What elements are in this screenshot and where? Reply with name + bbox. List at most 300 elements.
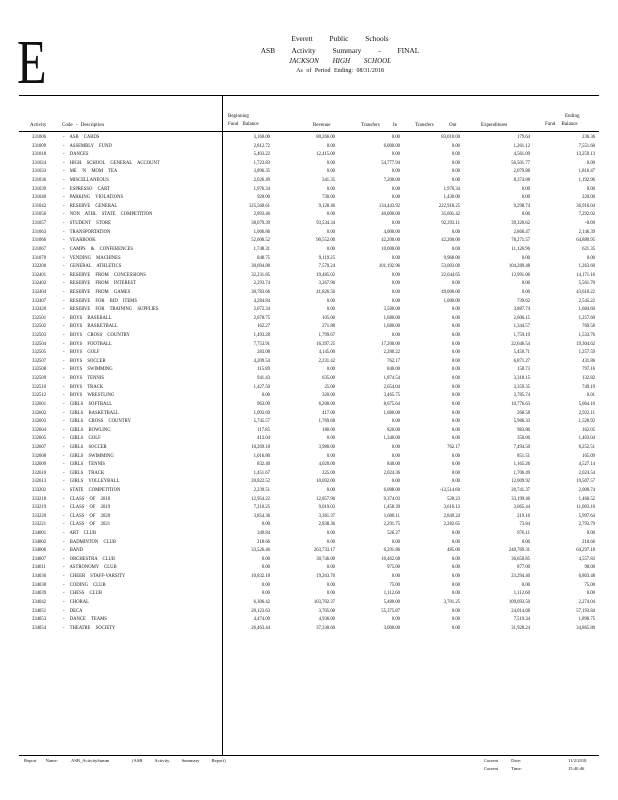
revenue: 3,267.96	[318, 281, 335, 287]
top-rule	[19, 95, 599, 96]
ending-balance: 2,146.39	[578, 229, 595, 235]
ending-balance: 1,257.59	[578, 350, 595, 356]
table-row	[0, 616, 618, 625]
expenditures: 0.00	[521, 582, 530, 588]
activity-description: - BADMINTON CLUB	[63, 539, 116, 545]
activity-description: - YEARBOOK	[63, 238, 96, 244]
activity-description: - TRANSPORTATION	[63, 229, 111, 235]
table-row	[0, 453, 618, 462]
revenue: 1,799.67	[318, 333, 335, 339]
transfers-in: 975.00	[387, 565, 400, 571]
ending-balance: 1,257.60	[578, 315, 595, 321]
expenditures: 3,785.74	[513, 393, 530, 399]
revenue: 80,266.00	[316, 135, 335, 140]
revenue: 225.00	[322, 470, 335, 476]
activity-code: 331024	[32, 160, 47, 166]
beginning-balance: 3,854.36	[253, 513, 270, 519]
transfers-out: 0.00	[451, 384, 460, 390]
col-activity: Activity	[30, 123, 47, 128]
revenue: 9,119.25	[318, 255, 335, 261]
revenue: 417.00	[322, 410, 335, 416]
beginning-balance: 3,896.35	[253, 169, 270, 175]
table-row	[0, 461, 618, 470]
expenditures: 0.00	[521, 281, 530, 287]
activity-description: - CLASS OF 2018	[63, 496, 111, 502]
beginning-balance: 10,269.18	[251, 444, 270, 450]
expenditures: 851.51	[517, 453, 530, 459]
activity-description: - ME 'N MOM TEA	[63, 169, 118, 175]
expenditures: 0.00	[521, 186, 530, 192]
ending-balance: 165.09	[582, 453, 595, 459]
transfers-out: 92,293.11	[441, 221, 460, 227]
expenditures: 1,261.12	[513, 143, 530, 149]
activity-code: 334001	[32, 531, 47, 537]
activity-code: 334042	[32, 599, 47, 605]
table-row	[0, 418, 618, 427]
revenue: 0.00	[326, 582, 335, 588]
ending-balance: 162.05	[582, 427, 595, 433]
transfers-out: 0.00	[451, 143, 460, 149]
ending-balance: 1,816.47	[578, 169, 595, 175]
table-row	[0, 272, 618, 281]
revenue: 19,485.02	[316, 272, 335, 278]
activity-description: - RESERVE FOR BID ITEMS	[63, 298, 137, 304]
activity-description: - DANCE TEAMS	[63, 617, 107, 623]
activity-code: 332603	[32, 419, 47, 425]
transfers-in: 1,458.39	[383, 505, 400, 511]
beginning-balance: 283.08	[257, 350, 270, 356]
activity-description: - CLASS OF 2019	[63, 505, 111, 511]
activity-description: - GIRLS BOWLING	[63, 427, 111, 433]
transfers-out: 22,644.65	[441, 272, 460, 278]
activity-description: - ORCHESTRA CLUB	[63, 556, 116, 562]
transfers-in: 4,000.00	[383, 229, 400, 235]
activity-code: 331063	[32, 229, 47, 235]
activity-description: - ASB CARDS	[63, 135, 100, 140]
revenue: 0.00	[326, 229, 335, 235]
table-row	[0, 203, 618, 212]
activity-description: - VENDING MACHINES	[63, 255, 121, 261]
transfers-out: 1,976.34	[443, 186, 460, 192]
ending-balance: 4,527.14	[578, 462, 595, 468]
beginning-balance: 10,832.18	[251, 574, 270, 580]
revenue: 7,570.24	[318, 264, 335, 270]
revenue: 25.00	[324, 384, 335, 390]
transfers-out: 2,282.65	[443, 522, 460, 528]
report-name-value: ASB_ActivitySumm	[71, 758, 110, 763]
expenditures: 876.11	[517, 531, 530, 537]
ending-balance: 1,403.04	[578, 436, 595, 442]
table-row	[0, 315, 618, 324]
ending-balance: 19,507.57	[576, 479, 595, 485]
activity-code: 332504	[32, 341, 47, 347]
transfers-out: 0.00	[451, 178, 460, 184]
beginning-balance: 115.89	[257, 367, 270, 373]
current-date-label: Current Date:	[484, 758, 522, 763]
activity-code: 334053	[32, 617, 47, 623]
revenue: 341.35	[322, 178, 335, 184]
revenue: 730.00	[322, 195, 335, 201]
transfers-in: 9,374.03	[383, 496, 400, 502]
activity-code: 334054	[32, 625, 47, 631]
ending-balance: 2,274.04	[578, 599, 595, 605]
ending-balance: 14,171.16	[576, 272, 595, 278]
beginning-balance: 162.27	[257, 324, 270, 330]
revenue: 1,769.68	[318, 419, 335, 425]
ending-balance: 621.35	[582, 246, 595, 252]
transfers-in: 42,200.00	[381, 238, 400, 244]
revenue: 12,857.96	[316, 496, 335, 502]
ending-balance: 1,192.96	[578, 178, 595, 184]
expenditures: 1,759.19	[513, 333, 530, 339]
transfers-in: 0.00	[391, 444, 400, 450]
expenditures: 3,318.15	[513, 376, 530, 382]
table-row	[0, 323, 618, 332]
activity-code: 331056	[32, 212, 47, 218]
transfers-out: 53,003.00	[441, 264, 460, 270]
table-row	[0, 332, 618, 341]
transfers-in: 0.00	[391, 169, 400, 175]
expenditures: 78,271.57	[511, 238, 530, 244]
activity-code: 332613	[32, 479, 47, 485]
beginning-balance: 5,745.57	[253, 419, 270, 425]
school-name: JACKSON HIGH SCHOOL	[288, 57, 392, 65]
revenue: 93,534.34	[316, 221, 335, 227]
table-row	[0, 392, 618, 401]
table-row	[0, 590, 618, 599]
table-row	[0, 599, 618, 608]
table-row	[0, 237, 618, 246]
transfers-in: 6,088.00	[383, 487, 400, 493]
expenditures: 6,871.27	[513, 358, 530, 364]
revenue: 2,838.36	[318, 522, 335, 528]
report-title: ASB Activity Summary - FINAL	[260, 46, 420, 55]
activity-code: 332601	[32, 401, 47, 407]
activity-code: 334036	[32, 574, 47, 580]
activity-code: 332507	[32, 358, 47, 364]
activity-code: 332610	[32, 470, 47, 476]
activity-description: - GIRLS SOFTBALL	[63, 401, 113, 407]
beginning-balance: 0.00	[261, 393, 270, 399]
transfers-in: 3,465.75	[383, 393, 400, 399]
activity-description: - ESPRESSO CART	[63, 186, 110, 192]
table-row	[0, 280, 618, 289]
activity-code: 331033	[32, 169, 47, 175]
activity-description: - GIRLS TENNIS	[63, 462, 106, 468]
col-ending-line1: Ending	[565, 114, 580, 119]
activity-description: - GIRLS TRACK	[63, 470, 105, 476]
transfers-out: 0.00	[451, 160, 460, 166]
transfers-out: 0.00	[451, 556, 460, 562]
transfers-in: 1,680.00	[383, 315, 400, 321]
transfers-out: 0.00	[451, 367, 460, 373]
activity-description: - CLASS OF 2020	[63, 513, 111, 519]
transfers-out: 762.17	[447, 444, 460, 450]
revenue: 0.00	[326, 186, 335, 192]
activity-code: 332509	[32, 376, 47, 382]
activity-code: 332508	[32, 367, 47, 373]
activity-description: - RESERVE FOR TRAINING SUPPLIES	[63, 307, 159, 313]
transfers-in: 1,112.60	[383, 591, 400, 597]
activity-code: 333221	[32, 522, 47, 528]
expenditures: 179.64	[517, 135, 530, 140]
table-row	[0, 444, 618, 453]
revenue: 37,330.60	[316, 625, 335, 631]
district-logo-letter: E	[17, 29, 47, 97]
transfers-out: 0.00	[451, 479, 460, 485]
revenue: 180.00	[322, 427, 335, 433]
activity-description: - NON ATHL STATE COMPETITION	[63, 212, 153, 218]
revenue: 16,397.25	[316, 341, 335, 347]
expenditures: 1,344.57	[513, 324, 530, 330]
table-row	[0, 211, 618, 220]
beginning-balance: 1,093.69	[253, 410, 270, 416]
transfers-in: 526.27	[387, 531, 400, 537]
col-beginning-line2: Fund Balance	[228, 122, 259, 127]
table-row	[0, 521, 618, 530]
beginning-balance: 0.00	[261, 565, 270, 571]
beginning-balance: 2,293.74	[253, 281, 270, 287]
ending-balance: 11,003.10	[576, 505, 595, 511]
transfers-out: 0.00	[451, 315, 460, 321]
table-row	[0, 556, 618, 565]
activity-code: 333220	[32, 513, 47, 519]
revenue: 105.00	[322, 315, 335, 321]
revenue: 41,826.56	[316, 289, 335, 295]
table-row	[0, 539, 618, 548]
ending-balance: 0.00	[586, 160, 595, 166]
ending-balance: 1,528.92	[578, 419, 595, 425]
transfers-in: 0.00	[391, 186, 400, 192]
beginning-balance: 125,560.61	[248, 203, 270, 209]
transfers-out: 42,200.00	[441, 238, 460, 244]
transfers-in: 3,000.00	[383, 625, 400, 631]
ending-balance: 797.16	[582, 367, 595, 373]
activity-description: - BOYS FOOTBALL	[63, 341, 112, 347]
transfers-out: 0.00	[451, 169, 460, 175]
beginning-balance: 1,427.50	[253, 384, 270, 390]
activity-table-body	[0, 134, 618, 633]
revenue: 6,200.00	[318, 401, 335, 407]
beginning-balance: 117.85	[257, 427, 270, 433]
transfers-in: 1,680.00	[383, 410, 400, 416]
beginning-balance: 2,893.46	[253, 212, 270, 218]
activity-description: - ART CLUB	[63, 531, 97, 537]
revenue: 0.00	[326, 160, 335, 166]
transfers-in: 0.00	[391, 255, 400, 261]
activity-code: 331039	[32, 186, 47, 192]
transfers-in: 1,340.00	[383, 436, 400, 442]
activity-code: 331042	[32, 203, 47, 209]
ending-balance: 220.00	[582, 195, 595, 201]
table-row	[0, 220, 618, 229]
beginning-balance: 413.04	[257, 436, 270, 442]
activity-description: - CODING CLUB	[63, 582, 106, 588]
expenditures: 36,650.85	[511, 556, 530, 562]
activity-description: - BOYS SOCCER	[63, 358, 106, 364]
table-row	[0, 573, 618, 582]
ending-balance: 0.01	[586, 393, 595, 399]
expenditures: 877.00	[517, 565, 530, 571]
table-row	[0, 298, 618, 307]
ending-balance: 1,263.60	[578, 264, 595, 270]
activity-code: 332608	[32, 453, 47, 459]
expenditures: 3,065.44	[513, 505, 530, 511]
beginning-balance: 0.00	[261, 582, 270, 588]
expenditures: 983.80	[517, 427, 530, 433]
activity-code: 334006	[32, 548, 47, 554]
ending-balance: 2,000.74	[578, 487, 595, 493]
expenditures: 219.16	[517, 513, 530, 519]
revenue: 30,746.00	[316, 556, 335, 562]
revenue: 635.00	[322, 376, 335, 382]
transfers-out: 35,601.42	[441, 212, 460, 218]
expenditures: 5,450.71	[513, 350, 530, 356]
table-row	[0, 143, 618, 152]
transfers-out: 0.00	[451, 591, 460, 597]
report-name-label: Report Name:	[24, 758, 58, 763]
transfers-out: 0.00	[451, 341, 460, 347]
beginning-balance: 4,209.54	[253, 358, 270, 364]
activity-description: - BOYS BASEBALL	[63, 315, 112, 321]
activity-description: - THEATRE SOCIETY	[63, 625, 116, 631]
revenue: 0.00	[326, 307, 335, 313]
ending-balance: 218.66	[582, 539, 595, 545]
expenditures: 104,289.48	[508, 264, 530, 270]
ending-balance: 5,561.70	[578, 281, 595, 287]
beginning-balance: 7,753.91	[253, 341, 270, 347]
transfers-out: 485.00	[447, 548, 460, 554]
beginning-balance: 38,079.39	[251, 221, 270, 227]
activity-description: - BOYS TRACK	[63, 384, 104, 390]
revenue: 0.00	[326, 169, 335, 175]
activity-description: - CHESS CLUB	[63, 591, 102, 597]
transfers-out: 0.00	[451, 350, 460, 356]
transfers-out: 83,010.00	[441, 135, 460, 140]
table-row	[0, 289, 618, 298]
transfers-out: 0.00	[451, 436, 460, 442]
beginning-balance: 32,231.85	[251, 272, 270, 278]
ending-balance: 7,551.60	[578, 143, 595, 149]
transfers-out: 0.00	[451, 246, 460, 252]
activity-code: 334039	[32, 591, 47, 597]
table-row	[0, 246, 618, 255]
transfers-out: 0.00	[451, 324, 460, 330]
beginning-balance: 1,451.67	[253, 470, 270, 476]
revenue: 0.00	[326, 487, 335, 493]
activity-description: - BOYS TENNIS	[63, 376, 104, 382]
transfers-in: 2,024.36	[383, 470, 400, 476]
revenue: 0.00	[326, 246, 335, 252]
activity-description: - BOYS GOLF	[63, 350, 100, 356]
ending-balance: 75.00	[584, 582, 595, 588]
transfers-out: 0.00	[451, 574, 460, 580]
beginning-balance: 1,016.80	[253, 453, 270, 459]
transfers-out: 0.00	[451, 393, 460, 399]
table-row	[0, 375, 618, 384]
transfers-in: 134,443.92	[378, 203, 400, 209]
transfers-in: 0.00	[391, 479, 400, 485]
activity-description: - ASSEMBLY FUND	[63, 143, 112, 149]
expenditures: 739.62	[517, 298, 530, 304]
expenditures: 22,046.54	[511, 341, 530, 347]
revenue: 0.00	[326, 367, 335, 373]
revenue: 3,980.00	[318, 444, 335, 450]
beginning-balance: 349.84	[257, 531, 270, 537]
beginning-balance: 2,072.34	[253, 307, 270, 313]
expenditures: 2,606.15	[513, 315, 530, 321]
ending-balance: 34,865.80	[576, 625, 595, 631]
table-row	[0, 229, 618, 238]
expenditures: 240,769.31	[508, 548, 530, 554]
bottom-rule	[19, 755, 599, 756]
table-row	[0, 186, 618, 195]
expenditures: 268.58	[517, 410, 530, 416]
expenditures: 1,706.49	[513, 470, 530, 476]
revenue: 0.00	[326, 298, 335, 304]
transfers-out: 3,701.25	[443, 599, 460, 605]
col-revenue: Revenue	[313, 123, 331, 128]
beginning-balance: 20,822.52	[251, 479, 270, 485]
table-row	[0, 530, 618, 539]
transfers-in: 0.00	[391, 539, 400, 545]
expenditures: 0.00	[521, 212, 530, 218]
col-transfers-out: Transfers Out	[415, 123, 457, 128]
transfers-out: 0.00	[451, 229, 460, 235]
activity-description: - HIGH SCHOOL GENERAL ACCOUNT	[63, 160, 160, 166]
table-row	[0, 401, 618, 410]
expenditures: 20,741.37	[511, 487, 530, 493]
ending-balance: 1,684.60	[578, 307, 595, 313]
activity-code: 334011	[32, 565, 46, 571]
activity-code: 332510	[32, 384, 47, 390]
revenue: 320.00	[322, 393, 335, 399]
transfers-out: 0.00	[451, 531, 460, 537]
activity-code: 332503	[32, 333, 47, 339]
transfers-in: 2,654.04	[383, 384, 400, 390]
expenditures: 39,320.62	[511, 221, 530, 227]
transfers-out: 0.00	[451, 307, 460, 313]
activity-code: 332602	[32, 410, 47, 416]
activity-description: - GIRLS SOCCER	[63, 444, 107, 450]
activity-description: - DECA	[63, 608, 83, 614]
transfers-in: 762.17	[387, 358, 400, 364]
revenue: 0.00	[326, 212, 335, 218]
ending-balance: 2,922.11	[578, 410, 595, 416]
expenditures: 5,986.33	[513, 419, 530, 425]
table-row	[0, 547, 618, 556]
activity-code: 332402	[32, 281, 47, 287]
table-row	[0, 341, 618, 350]
activity-description: - CAMPS & CONFERENCES	[63, 246, 133, 252]
transfers-in: 0.00	[391, 419, 400, 425]
transfers-in: 840.00	[387, 462, 400, 468]
ending-balance: 1,460.52	[578, 496, 595, 502]
revenue: 263,733.17	[313, 548, 335, 554]
transfers-in: 17,200.00	[381, 341, 400, 347]
activity-code: 332609	[32, 462, 47, 468]
expenditures: 3,887.74	[513, 307, 530, 313]
table-row	[0, 410, 618, 419]
expenditures: 2,860.47	[513, 229, 530, 235]
current-time-value: 15:40:46	[568, 766, 585, 771]
table-row	[0, 168, 618, 177]
ending-balance: 2,545.22	[578, 298, 595, 304]
activity-code: 332501	[32, 315, 47, 321]
ending-balance: 236.36	[582, 135, 595, 140]
expenditures: 7,494.50	[513, 444, 530, 450]
district-name: Everett Public Schools	[291, 34, 389, 43]
